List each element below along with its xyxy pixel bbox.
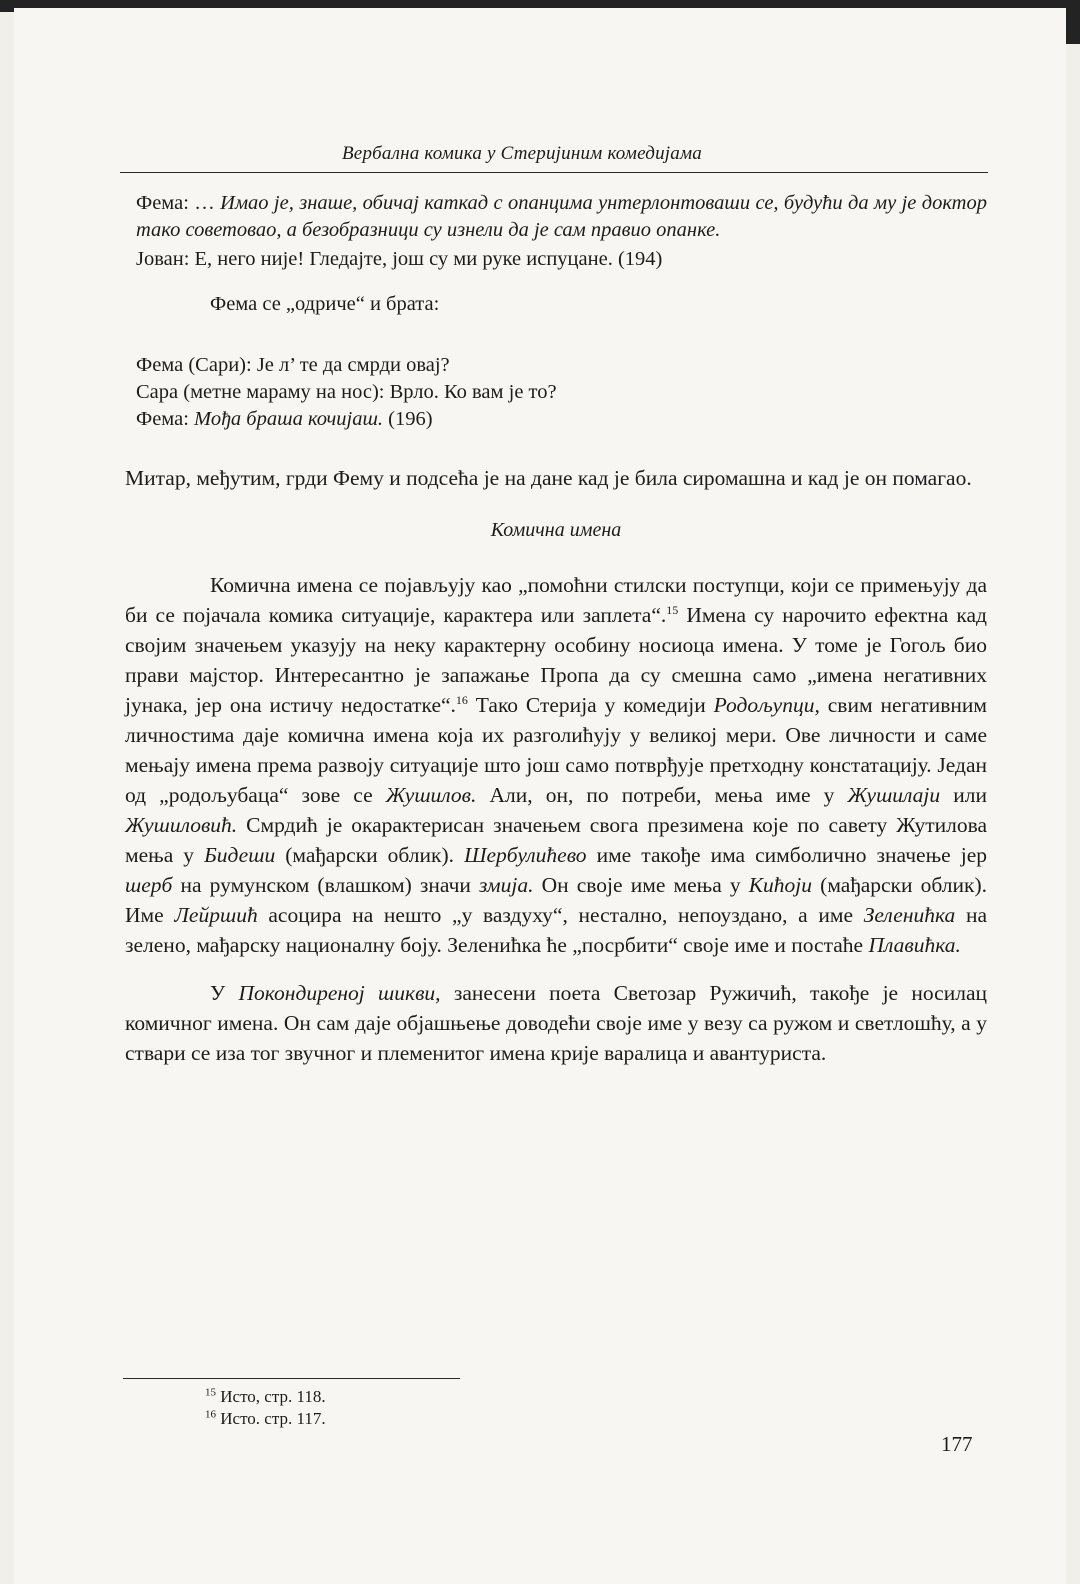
italic-run: Бидеши [204, 843, 276, 867]
text-run: Имена су нарочито ефектна кад својим значењем указују на неку карактерну особину носиоца имена. У томе је Гогољ био прави мајстор. Интересантно је запажање Пропа да су смешна само „имена негативних јунака, јер она истичу недостатке“. [125, 603, 987, 717]
italic-run: шерб [125, 873, 173, 897]
dialog-text: Врло. Ко вам је то? [389, 381, 557, 403]
speaker: Јован: [136, 248, 195, 270]
paragraph-ruzicic [125, 978, 987, 1068]
text-run: Он своје име мења у [533, 873, 749, 897]
text-run: У [210, 981, 239, 1005]
text-run: занесени поета Светозар Ружичић, такође је носилац комичног имена. Он сам даје објашњење доводећи своје име у везу са ружом и светлошћу, а у ствари се иза тог звучног и племенитог имена крије варалица и авантуриста. [125, 981, 987, 1065]
scan-edge-right [1066, 0, 1080, 44]
text-run: асоцира на нешто „у ваздуху“, нестално, непоуздано, а име [257, 903, 864, 927]
footnote-text: Исто, стр. 118. [216, 1387, 326, 1406]
footnote-ref-16[interactable]: 16 [455, 692, 468, 707]
footnote-ref-15[interactable]: 15 [666, 602, 679, 617]
footnote-number: 16 [205, 1408, 216, 1421]
page-number: 177 [941, 1432, 973, 1456]
footnotes [205, 1386, 326, 1430]
footnote-number: 15 [205, 1386, 216, 1399]
dialog-text: Е, него није! Гледајте, још су ми руке испуцане. (194) [194, 248, 663, 270]
italic-run: Плавићка. [868, 933, 961, 957]
dialog-text: Мођа браша кочијаш. [194, 408, 384, 430]
dialog-line-jovan [125, 246, 987, 273]
text-run: Тако Стерија у комедији [467, 693, 714, 717]
dialog-line-fema-2 [125, 352, 987, 379]
running-header: Вербална комика у Стеријиним комедијама [342, 143, 702, 164]
text-run: свим негативним личностима даје комична имена која их разголићују у великој мери. Ове личности и саме мењају имена према развоју ситуације што још само потврђује претходну констатацију. Један од „родољубаца“ зове се [125, 693, 987, 807]
text-run: на румунском (влашком) значи [172, 873, 480, 897]
text-run: Комична имена се појављују као „помоћни стилски поступци, који се примењују да би се појачала комика ситуације, карактера или заплета“. [125, 573, 987, 627]
italic-run: Кићоји [748, 873, 813, 897]
dialog-suffix: (196) [383, 408, 433, 430]
text-run: Али, он, по потреби, мења име у [476, 783, 848, 807]
dialog-line-sara [125, 379, 987, 406]
dialog-line-fema-1 [125, 190, 987, 244]
header-rule [120, 172, 988, 173]
dialog-intro: Фема се „одриче“ и брата: [210, 293, 440, 315]
italic-run: Жушилаји [847, 783, 941, 807]
paragraph-mitar: Митар, међутим, грди Фему и подсећа је на дане кад је била сиромашна и кад је он помагао. [125, 466, 972, 490]
italic-run: Зеленићка [863, 903, 956, 927]
speaker: Фема (Сари): [136, 354, 257, 376]
speaker: Фема: … [136, 192, 221, 214]
page-content [125, 190, 987, 1068]
speaker: Фема: [136, 408, 195, 430]
paragraph-comic-names [125, 570, 987, 960]
italic-run: Лейршић [174, 903, 258, 927]
dialog-text: Је л’ те да смрди овај? [256, 354, 450, 376]
speaker: Сара (метне мараму на нос): [136, 381, 390, 403]
text-run: (мађарски облик). Име [125, 873, 988, 927]
text-run: или [940, 783, 987, 807]
section-title: Комична имена [490, 519, 622, 541]
dialog-block-2 [125, 352, 987, 433]
footnote-rule [123, 1378, 460, 1379]
dialog-text: Имао је, знаше, обичај каткад с опанцима унтерлонтоваши се, будући да му је доктор тако советовао, а безобразници су изнели да је сам правио опанке. [136, 192, 987, 241]
text-run: (мађарски облик). [275, 843, 465, 867]
italic-run: Родољупци, [713, 693, 820, 717]
italic-run: Жушилов. [385, 783, 477, 807]
text-run: име такође има симболично значење јер [586, 843, 987, 867]
footnote-15 [205, 1386, 326, 1408]
text-run: на зелено, мађарску националну боју. Зеленићка ће „посрбити“ своје име и постаће [125, 903, 987, 957]
italic-run: Покондиреној шикви, [238, 981, 441, 1005]
text-run: Смрдић је окарактерисан значењем свога презимена које по савету Жутилова мења у [125, 813, 987, 867]
italic-run: Жушиловић. [125, 813, 238, 837]
dialog-line-fema-3 [125, 406, 987, 433]
footnote-text: Исто. стр. 117. [216, 1409, 326, 1428]
italic-run: змија. [479, 873, 534, 897]
italic-run: Шербулићево [464, 843, 587, 867]
footnote-16 [205, 1408, 326, 1430]
